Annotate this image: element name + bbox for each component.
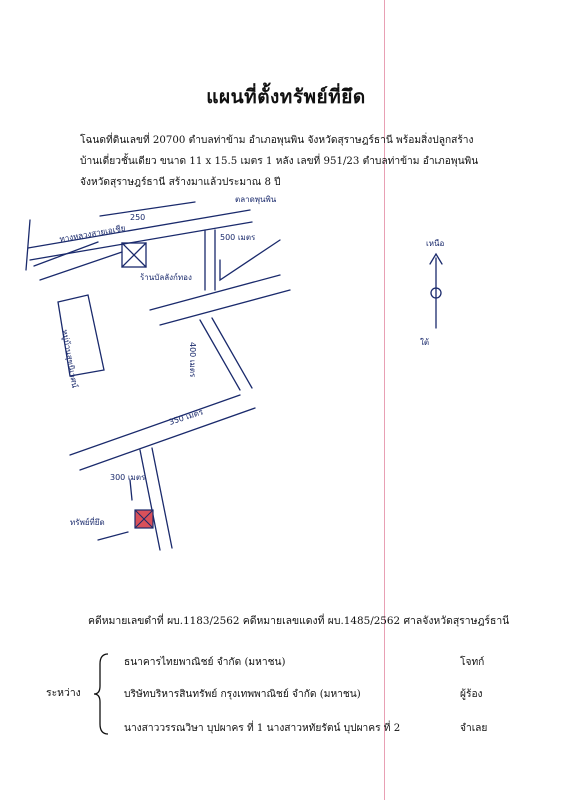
label-350m: 350 เมตร [167,407,205,427]
page-title: แผนที่ตั้งทรัพย์ที่ยึด [206,86,366,108]
road-end-left [26,220,30,270]
label-top-distance: 250 [130,213,146,222]
label-south: ใต้ [420,338,430,347]
label-market: ตลาดพุนพิน [235,195,277,204]
cross-road-bottom [160,290,290,325]
label-300m: 300 เมตร [110,473,146,482]
brace-icon [92,652,112,736]
description-line-2: บ้านเดี่ยวชั้นเดียว ขนาด 11 x 15.5 เมตร 1 หลัง เลขที่ 951/23 ตำบลท่าข้าม อำเภอพุนพิน [80,156,479,167]
label-500m: 500 เมตร [220,233,256,242]
label-north: เหนือ [426,239,445,248]
diag-road-1 [200,320,240,390]
road-property-right [152,448,172,548]
role-plaintiff: โจทก์ [460,657,485,668]
small-arrow [130,480,132,500]
case-number-line: คดีหมายเลขดำที่ ผบ.1183/2562 คดีหมายเลขแดงที่ ผบ.1485/2562 ศาลจังหวัดสุราษฎร์ธานี [88,615,510,627]
road-350-top [70,395,240,455]
label-400m: 400 เมตร [188,342,197,378]
party-defendants: นางสาววรรณวิษา บุปผาคร ที่ 1 นางสาวหทัยรัตน์ บุปผาคร ที่ 2 [124,723,401,734]
description-line-3: จังหวัดสุราษฎร์ธานี สร้างมาแล้วประมาณ 8 ปี [80,177,281,188]
label-property: ทรัพย์ที่ยึด [70,518,105,527]
property-arrow [98,532,128,540]
description-line-1: โฉนดที่ดินเลขที่ 20700 ตำบลท่าข้าม อำเภอพุนพิน จังหวัดสุราษฎร์ธานี พร้อมสิ่งปลูกสร้าง [80,135,474,146]
distance-arrow-top [100,202,195,216]
road-350-bottom [80,408,255,470]
label-village: หมู่บ้านสุขนิเวศน์ [60,328,80,389]
location-map [0,180,572,580]
road-property-left [140,450,160,550]
role-petitioner: ผู้ร้อง [460,689,483,700]
party-plaintiff: ธนาคารไทยพาณิชย์ จำกัด (มหาชน) [124,657,286,668]
diag-road-2 [212,318,252,388]
label-shop: ร้านบัลลังก์ทอง [140,273,192,282]
party-petitioner: บริษัทบริหารสินทรัพย์ กรุงเทพพาณิชย์ จำกัด (มหาชน) [124,689,361,700]
between-label: ระหว่าง [46,687,81,699]
road-500-arrow [220,240,280,280]
role-defendants: จำเลย [460,723,488,734]
house-cross [122,243,146,267]
label-highway: ทางหลวงสายเอเชีย [58,223,127,244]
